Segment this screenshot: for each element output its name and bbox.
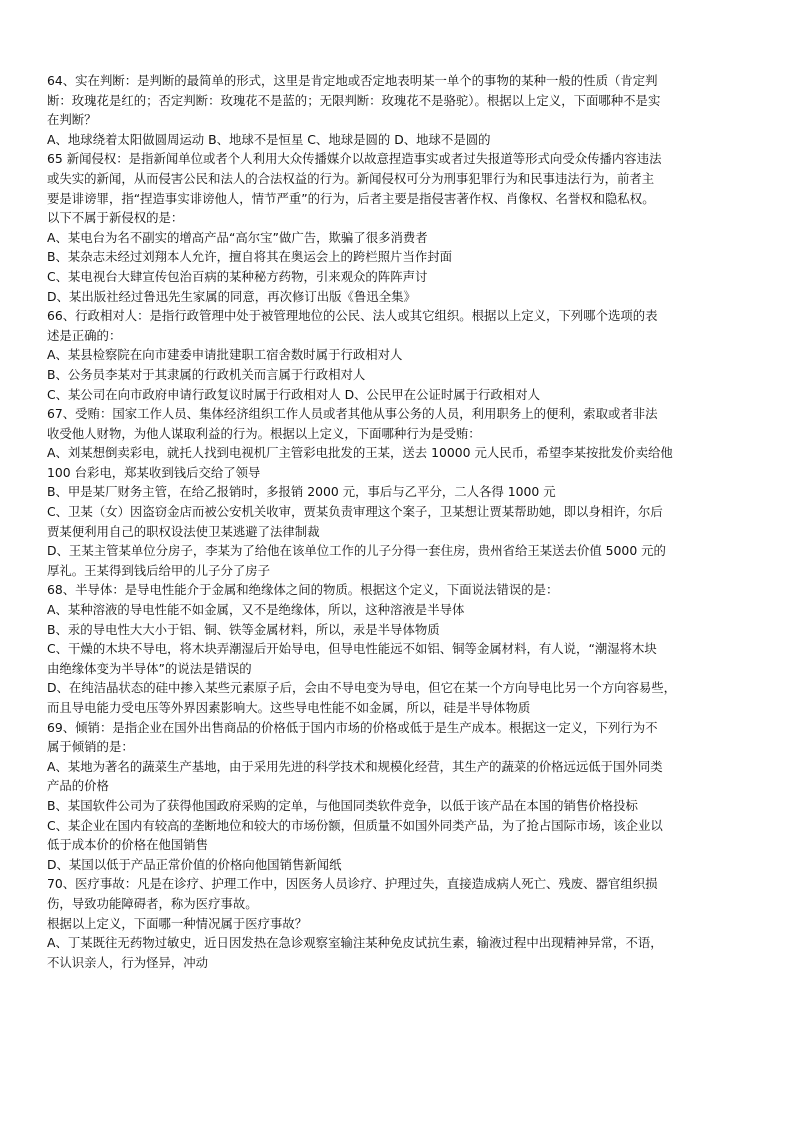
text-line: A、某种溶液的导电性能不如金属，又不是绝缘体，所以，这种溶液是半导体 — [47, 602, 465, 618]
text-line: B、某杂志未经过刘翔本人允许，擅自将其在奥运会上的跨栏照片当作封面 — [47, 249, 452, 265]
text-line: 69、倾销：是指企业在国外出售商品的价格低于国内市场的价格或低于是生产成本。根据这一定义，下列行为不 — [47, 719, 658, 735]
text-line: 低于成本价的价格在他国销售 — [47, 837, 209, 853]
text-line: A、某地为著名的蔬菜生产基地，由于采用先进的科学技术和规模化经营，其生产的蔬菜的价格远远低于国外同类 — [47, 758, 663, 774]
text-line: 产品的价格 — [47, 778, 109, 794]
text-line: A、地球绕着太阳做圆周运动 B、地球不是恒星 C、地球是圆的 D、地球不是圆的 — [47, 131, 491, 147]
text-line: B、某国软件公司为了获得他国政府采购的定单，与他国同类软件竞争，以低于该产品在本国的销售价格投标 — [47, 797, 638, 813]
text-line: 68、半导体：是导电性能介于金属和绝缘体之间的物质。根据这个定义，下面说法错误的是： — [47, 582, 559, 598]
text-line: D、某国以低于产品正常价值的价格向他国销售新闻纸 — [47, 856, 342, 872]
text-line: C、某公司在向市政府申请行政复议时属于行政相对人 D、公民甲在公证时属于行政相对人 — [47, 386, 540, 402]
document-body — [47, 71, 752, 992]
text-line: D、某出版社经过鲁迅先生家属的同意，再次修订出版《鲁迅全集》 — [47, 288, 416, 304]
text-line: 或失实的新闻，从而侵害公民和法人的合法权益的行为。新闻侵权可分为刑事犯罪行为和民事违法行为，前者主 — [47, 170, 655, 186]
text-line: 在判断？ — [47, 112, 97, 128]
text-line: 要是诽谤罪，指“捏造事实诽谤他人，情节严重”的行为，后者主要是指侵害著作权、肖像权、名誉权和隐私权。 — [47, 190, 655, 206]
text-line: 100 台彩电，郑某收到钱后交给了领导 — [47, 464, 261, 480]
text-line: 不认识亲人，行为怪异，冲动 — [47, 954, 209, 970]
text-line: 属于倾销的是： — [47, 739, 134, 755]
text-line: A、某县检察院在向市建委申请批建职工宿舍数时属于行政相对人 — [47, 347, 403, 363]
text-line: 断：玫瑰花是红的；否定判断：玫瑰花不是蓝的；无限判断：玫瑰花不是骆驼）。根据以上定义，下面哪种不是实 — [47, 92, 661, 108]
text-line: 以下不属于新侵权的是： — [47, 210, 184, 226]
text-line: A、某电台为名不副实的增高产品“高尔宝”做广告，欺骗了很多消费者 — [47, 229, 428, 245]
text-line: 67、受贿：国家工作人员、集体经济组织工作人员或者其他从事公务的人员，利用职务上的便利，索取或者非法 — [47, 406, 658, 422]
text-line: 66、行政相对人：是指行政管理中处于被管理地位的公民、法人或其它组织。根据以上定义，下列哪个选项的表 — [47, 308, 658, 324]
text-line: A、刘某想倒卖彩电，就托人找到电视机厂主管彩电批发的王某，送去 10000 元人民币，希望李某按批发价卖给他 — [47, 445, 673, 461]
text-line: 由绝缘体变为半导体”的说法是错误的 — [47, 660, 252, 676]
text-line: D、在纯洁晶状态的硅中掺入某些元素原子后，会由不导电变为导电，但它在某一个方向导电比另一个方向容易些， — [47, 680, 677, 696]
text-line: D、王某主管某单位分房子，李某为了给他在该单位工作的儿子分得一套住房，贵州省给王某送去价值 5000 元的 — [47, 543, 666, 559]
text-line: 65 新闻侵权：是指新闻单位或者个人利用大众传播媒介以故意捏造事实或者过失报道等形式向受众传播内容违法 — [47, 151, 662, 167]
text-line: 70、医疗事故：凡是在诊疗、护理工作中，因医务人员诊疗、护理过失，直接造成病人死亡、残废、器官组织损 — [47, 876, 658, 892]
text-line — [47, 972, 752, 992]
text-line: B、甲是某厂财务主管，在给乙报销时，多报销 2000 元，事后与乙平分，二人各得 1000 元 — [47, 484, 556, 500]
text-line: C、某电视台大肆宣传包治百病的某种秘方药物，引来观众的阵阵声讨 — [47, 268, 428, 284]
text-line: 收受他人财物，为他人谋取利益的行为。根据以上定义，下面哪种行为是受贿： — [47, 425, 481, 441]
text-line: 伤，导致功能障碍者，称为医疗事故。 — [47, 895, 258, 911]
text-line: A、丁某既往无药物过敏史，近日因发热在急诊观察室输注某种免皮试抗生素，输液过程中出现精神异常，不语， — [47, 935, 663, 951]
text-line: 贾某便利用自己的职权设法使卫某逃避了法律制裁 — [47, 523, 320, 539]
text-line: 64、实在判断：是判断的最简单的形式，这里是肯定地或否定地表明某一单个的事物的某种一般的性质（肯定判 — [47, 73, 658, 88]
text-line: C、某企业在国内有较高的垄断地位和较大的市场份额，但质量不如国外同类产品，为了抢占国际市场，该企业以 — [47, 817, 663, 833]
text-line: B、公务员李某对于其隶属的行政机关而言属于行政相对人 — [47, 366, 366, 382]
text-line: B、汞的导电性大大小于铝、铜、铁等金属材料，所以，汞是半导体物质 — [47, 621, 440, 637]
text-line: C、卫某（女）因盗窃金店而被公安机关收审，贾某负责审理这个案子，卫某想让贾某帮助她，即以身相许，尔后 — [47, 504, 663, 520]
text-line: C、干燥的木块不导电，将木块弄潮湿后开始导电，但导电性能远不如铝、铜等金属材料，有人说，“潮湿将木块 — [47, 641, 657, 657]
text-line: 而且导电能力受电压等外界因素影响大。这些导电性能不如金属，所以，硅是半导体物质 — [47, 700, 531, 715]
text-line: 厚礼。王某得到钱后给甲的儿子分了房子 — [47, 562, 271, 578]
text-line: 述是正确的： — [47, 327, 122, 343]
text-line: 根据以上定义，下面哪一种情况属于医疗事故？ — [47, 915, 308, 931]
